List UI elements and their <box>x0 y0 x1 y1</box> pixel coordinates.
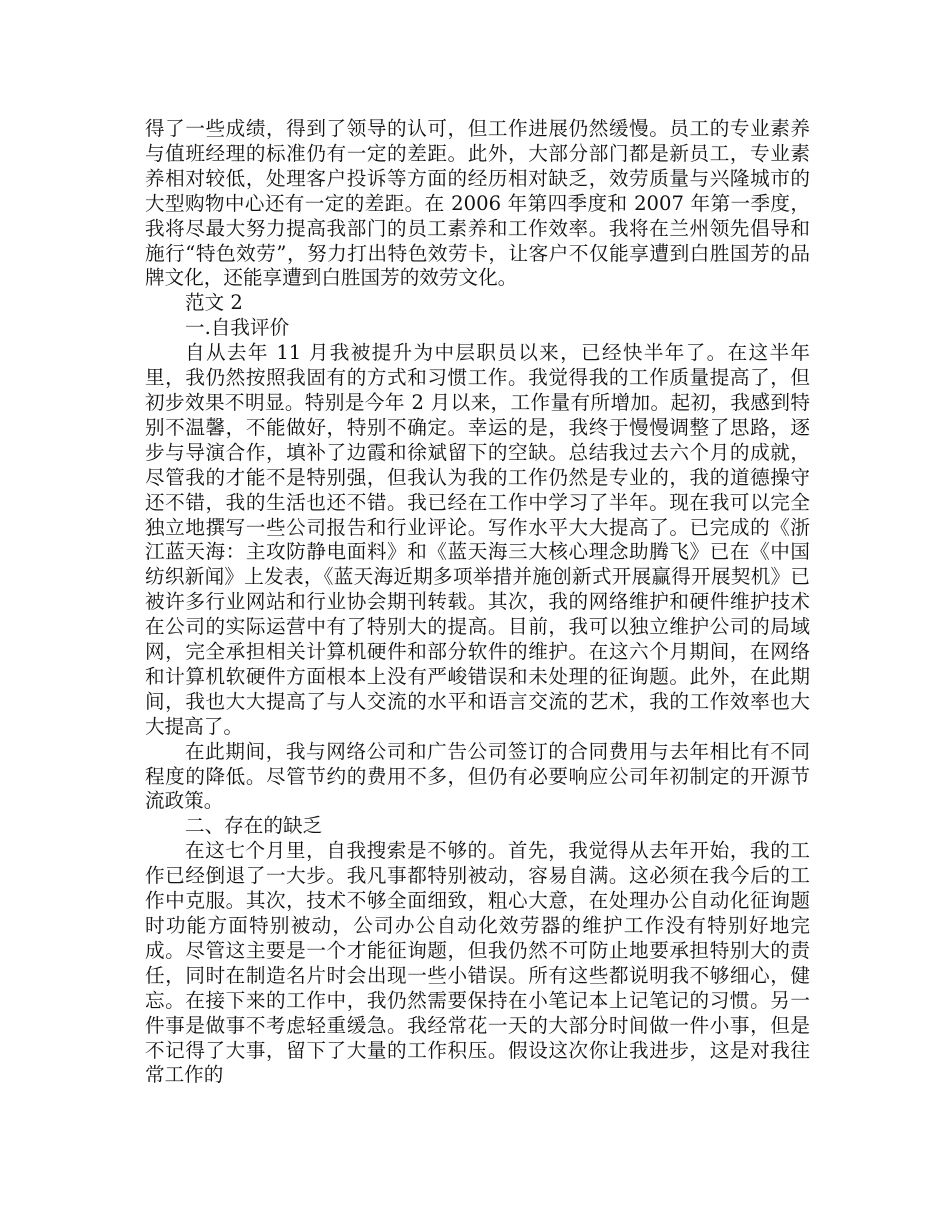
paragraph-shortcomings: 在这七个月里，自我搜索是不够的。首先，我觉得从去年开始，我的工作已经倒退了一大步。我凡事都特别被动，容易自满。这必须在我今后的工作中克服。其次，技术不够全面细致，粗心大意，在处理办公自动化征询题时功能方面特别被动，公司办公自动化效劳器的维护工作没有特别好地完成。尽管这主要是一个才能征询题，但我仍然不可防止地要承担特别大的责任，同时在制造名片时会出现一些小错误。所有这些都说明我不够细心，健忘。在接下来的工作中，我仍然需要保持在小笔记本上记笔记的习惯。另一件事是做事不考虑轻重缓急。我经常花一天的大部分时间做一件小事，但是不记得了大事，留下了大量的工作积压。假设这次你让我进步，这是对我往常工作的 <box>145 839 810 1087</box>
document-page <box>145 117 810 1088</box>
paragraph-continuation: 得了一些成绩，得到了领导的认可，但工作进展仍然缓慢。员工的专业素养与值班经理的标准仍有一定的差距。此外，大部分部门都是新员工，专业素养相对较低，处理客户投诉等方面的经历相对缺乏，效劳质量与兴隆城市的大型购物中心还有一定的差距。在 2006 年第四季度和 2007 年第一季度，我将尽最大努力提高我部门的员工素养和工作效率。我将在兰州领先倡导和施行“特色效劳”，努力打出特色效劳卡，让客户不仅能享遭到白胜国芳的品牌文化，还能享遭到白胜国芳的效劳文化。 <box>145 117 810 290</box>
paragraph-cost-reduction: 在此期间，我与网络公司和广告公司签订的合同费用与去年相比有不同程度的降低。尽管节约的费用不多，但仍有必要响应公司年初制定的开源节流政策。 <box>145 739 810 813</box>
section-heading-self-evaluation: 一.自我评价 <box>185 316 290 340</box>
section-heading-shortcomings: 二、存在的缺乏 <box>185 814 323 838</box>
sample-heading: 范文 2 <box>185 291 243 315</box>
paragraph-self-evaluation: 自从去年 11 月我被提升为中层职员以来，已经快半年了。在这半年里，我仍然按照我固有的方式和习惯工作。我觉得我的工作质量提高了，但初步效果不明显。特别是今年 2 月以来，工作量有所增加。起初，我感到特别不温馨，不能做好，特别不确定。幸运的是，我终于慢慢调整了思路，逐步与导演合作，填补了边霞和徐斌留下的空缺。总结我过去六个月的成就，尽管我的才能不是特别强，但我认为我的工作仍然是专业的，我的道德操守还不错，我的生活也还不错。我已经在工作中学习了半年。现在我可以完全独立地撰写一些公司报告和行业评论。写作水平大大提高了。已完成的《浙江蓝天海：主攻防静电面料》和《蓝天海三大核心理念助腾飞》已在《中国纺织新闻》上发表，《蓝天海近期多项举措并施创新式开展赢得开展契机》已被许多行业网站和行业协会期刊转载。其次，我的网络维护和硬件维护技术在公司的实际运营中有了特别大的提高。目前，我可以独立维护公司的局域网，完全承担相关计算机硬件和部分软件的维护。在这六个月期间，在网络和计算机软硬件方面根本上没有严峻错误和未处理的征询题。此外，在此期间，我也大大提高了与人交流的水平和语言交流的艺术，我的工作效率也大大提高了。 <box>145 341 810 738</box>
